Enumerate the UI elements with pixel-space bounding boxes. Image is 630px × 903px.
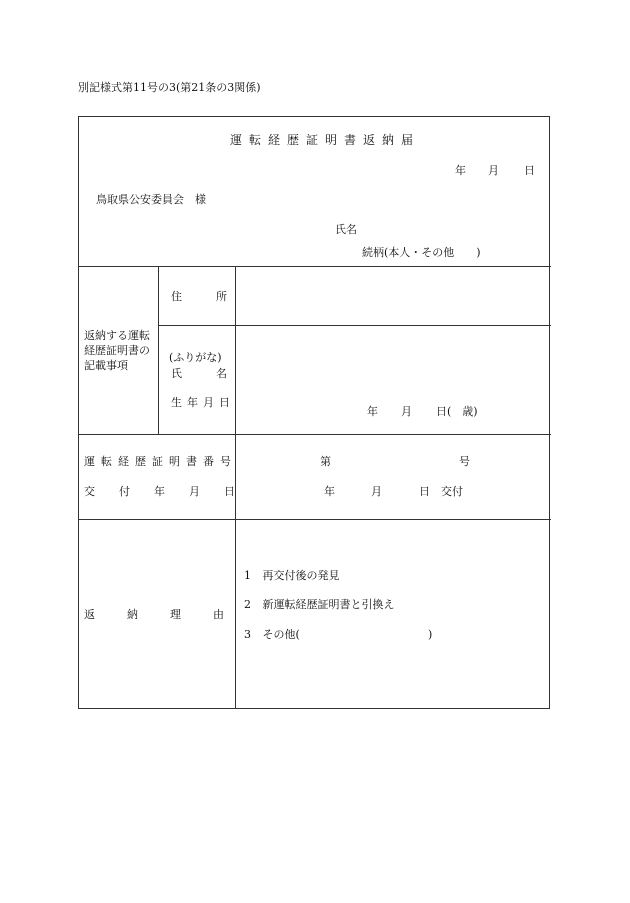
certificate-number-label-text: 運転経歴証明書番号 (84, 455, 237, 468)
issue-date-label (84, 485, 259, 498)
addressee: 鳥取県公安委員会 様 (96, 193, 206, 206)
reason-option-3[interactable] (244, 629, 300, 640)
birthdate-year: 年 (367, 405, 378, 418)
birthdate-month: 月 (401, 405, 412, 418)
form-title (230, 133, 421, 147)
reason-option-2-num: 2 (244, 598, 251, 611)
issue-date-label-text: 交付年月日 (84, 485, 259, 498)
reason-option-3-text: その他( (262, 628, 300, 641)
details-label-line-3: 記載事項 (84, 359, 128, 372)
details-label-line-2: 経歴証明書の (84, 344, 150, 357)
issue-day: 日 交付 (419, 485, 463, 498)
certificate-number-prefix: 第 (320, 455, 331, 468)
certificate-number-field[interactable] (336, 450, 454, 472)
details-name-label-text: 氏名 (171, 367, 261, 380)
furigana-label: (ふりがな) (169, 351, 222, 364)
date-year-label: 年 (455, 164, 466, 177)
divider-label-col (158, 266, 159, 435)
reason-option-1-num: 1 (244, 569, 251, 582)
reason-option-2-text: 新運転経歴証明書と引換え (262, 598, 395, 611)
details-name-field[interactable] (237, 327, 549, 387)
form-reference: 別記様式第11号の3(第21条の3関係) (78, 81, 261, 94)
issue-month: 月 (371, 485, 382, 498)
reason-option-3-num: 3 (244, 628, 251, 641)
date-month-label: 月 (488, 164, 499, 177)
address-label-text: 住所 (171, 290, 261, 303)
reason-label (84, 608, 256, 621)
reason-option-1-text: 再交付後の発見 (262, 569, 340, 582)
details-label-line-1: 返納する運転 (84, 329, 150, 342)
reason-other-field[interactable] (302, 624, 424, 644)
relationship-label: 続柄(本人・その他 ) (362, 246, 481, 259)
divider-details (78, 434, 551, 435)
issue-year: 年 (324, 485, 335, 498)
certificate-number-suffix: 号 (459, 455, 470, 468)
address-label (171, 290, 261, 303)
divider-address (158, 325, 551, 326)
reason-option-2[interactable] (244, 599, 395, 610)
applicant-name-label: 氏名 (335, 223, 357, 236)
certificate-number-label (84, 456, 237, 467)
address-field[interactable] (237, 268, 549, 324)
birthdate-label (171, 397, 235, 408)
reason-option-1[interactable] (244, 570, 340, 581)
divider-certificate (78, 519, 551, 520)
details-name-label (171, 367, 261, 380)
birthdate-day-age: 日( 歳) (436, 405, 478, 418)
form-title-text: 運転経歴証明書返納届 (230, 133, 421, 147)
reason-option-3-close: ) (428, 628, 433, 641)
reason-label-text: 返納理由 (84, 608, 256, 621)
divider-header (78, 266, 551, 267)
birthdate-label-text: 生年月日 (171, 396, 235, 409)
date-day-label: 日 (524, 164, 535, 177)
